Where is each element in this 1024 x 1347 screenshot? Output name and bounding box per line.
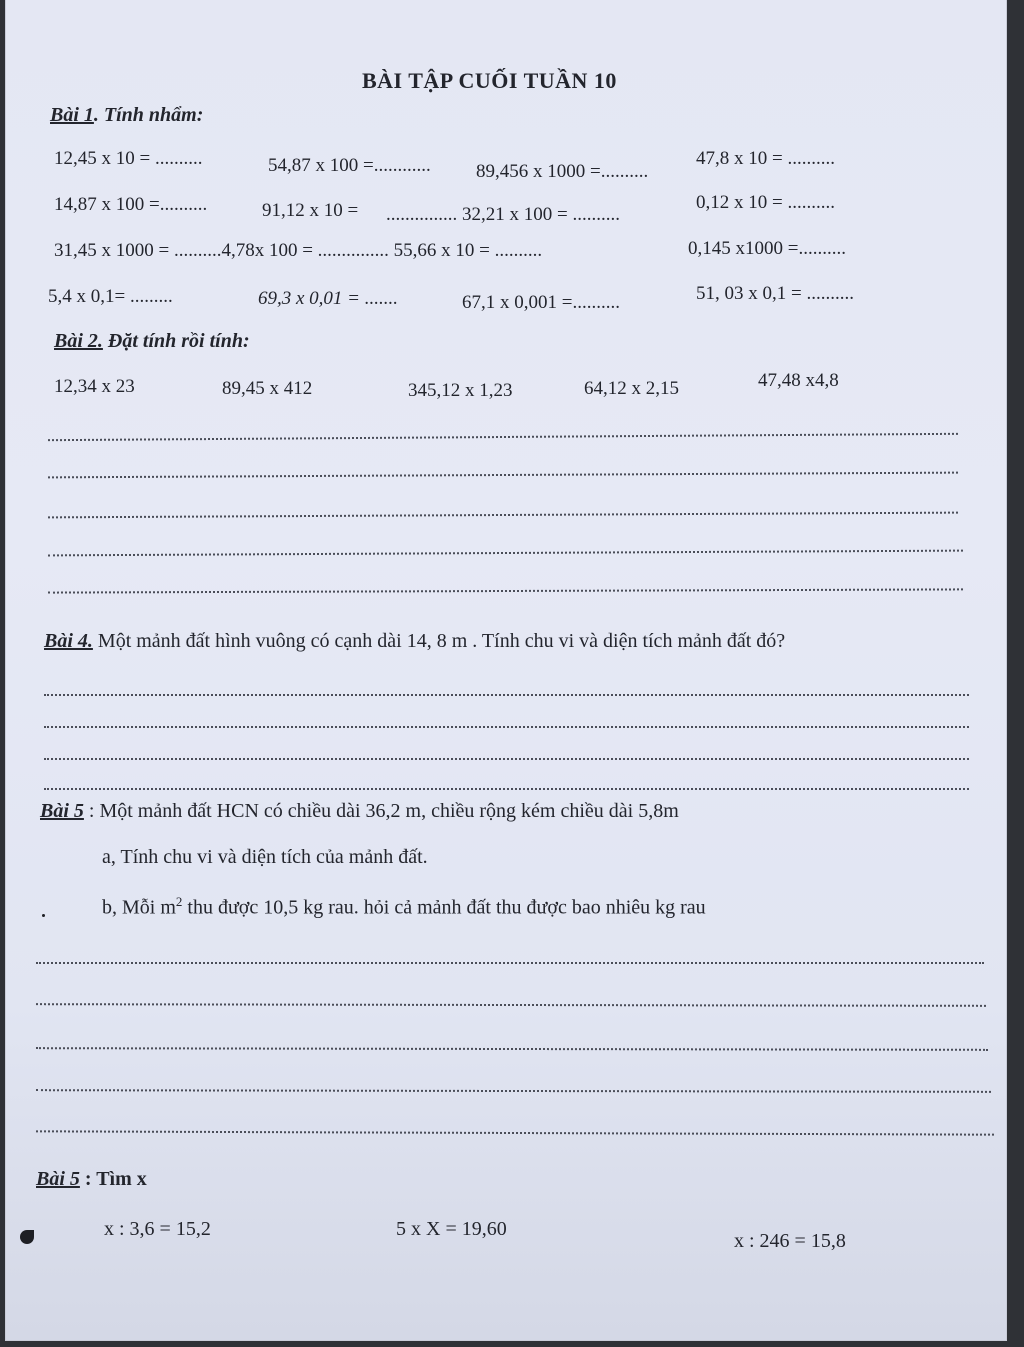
mental-calc-item: 89,456 x 1000 =.......... bbox=[476, 161, 649, 182]
mental-calc-item: 0,145 x1000 =.......... bbox=[688, 238, 846, 259]
find-x-number: Bài 5 bbox=[36, 1168, 80, 1190]
exercise-2-number: Bài 2. bbox=[54, 330, 103, 352]
exercise-4-number: Bài 4. bbox=[44, 630, 93, 652]
mental-calc-item: 67,1 x 0,001 =.......... bbox=[462, 292, 620, 313]
column-multiplication-item: 47,48 x4,8 bbox=[758, 370, 839, 391]
answer-line bbox=[36, 1047, 988, 1051]
find-x-heading bbox=[36, 1168, 147, 1191]
answer-line bbox=[36, 1003, 986, 1007]
find-x-equation: 5 x X = 19,60 bbox=[396, 1218, 507, 1240]
exercise-1-label: . Tính nhẩm: bbox=[93, 104, 204, 126]
mental-calc-item: 51, 03 x 0,1 = .......... bbox=[696, 283, 854, 304]
find-x-equation: x : 3,6 = 15,2 bbox=[104, 1218, 211, 1240]
mental-calc-item: 91,12 x 10 = bbox=[262, 200, 359, 221]
square-exponent: 2 bbox=[175, 894, 183, 909]
mental-calc-item: 5,4 x 0,1= ......... bbox=[48, 286, 173, 307]
answer-line bbox=[44, 788, 969, 790]
mental-calc-item: 31,45 x 1000 = ..........4,78x 100 = ............... 55,66 x 10 = .......... bbox=[54, 240, 543, 261]
answer-line bbox=[48, 472, 958, 479]
exercise-5-part-b bbox=[102, 894, 706, 920]
find-x-equation: x : 246 = 15,8 bbox=[734, 1230, 846, 1252]
answer-line bbox=[36, 1130, 994, 1135]
column-multiplication-item: 89,45 x 412 bbox=[222, 378, 313, 399]
exercise-5-text: : Một mảnh đất HCN có chiều dài 36,2 m, chiều rộng kém chiều dài 5,8m bbox=[83, 800, 679, 822]
mental-calc-item: 54,87 x 100 =............ bbox=[268, 155, 431, 176]
worksheet-page bbox=[6, 0, 1006, 1340]
answer-line bbox=[48, 550, 963, 557]
answer-line bbox=[48, 588, 963, 593]
column-multiplication-item: 345,12 x 1,23 bbox=[408, 380, 513, 401]
exercise-5-question bbox=[40, 800, 679, 823]
part-b-prefix: b, Mỗi m bbox=[102, 896, 176, 919]
mental-calc-item: 12,45 x 10 = .......... bbox=[54, 148, 203, 169]
answer-line bbox=[36, 962, 984, 964]
exercise-2-heading bbox=[54, 330, 250, 353]
column-multiplication-item: 64,12 x 2,15 bbox=[584, 378, 679, 399]
column-multiplication-item: 12,34 x 23 bbox=[54, 376, 135, 397]
mental-calc-item: ............... 32,21 x 100 = .......... bbox=[386, 204, 620, 225]
exercise-2-label: Đặt tính rồi tính: bbox=[102, 330, 250, 352]
part-b-suffix: thu được 10,5 kg rau. hỏi cả mảnh đất thu được bao nhiêu kg rau bbox=[182, 896, 706, 919]
mental-calc-item: 47,8 x 10 = .......... bbox=[696, 148, 835, 169]
answer-line bbox=[48, 433, 958, 441]
find-x-label: : Tìm x bbox=[79, 1168, 147, 1190]
answer-line bbox=[36, 1089, 991, 1093]
exercise-1-number: Bài 1 bbox=[50, 104, 94, 126]
answer-line bbox=[44, 758, 969, 760]
exercise-5-part-a: a, Tính chu vi và diện tích của mảnh đất. bbox=[102, 846, 428, 868]
answer-line bbox=[44, 726, 969, 728]
exercise-4-text: Một mảnh đất hình vuông có cạnh dài 14, 8 m . Tính chu vi và diện tích mảnh đất đó? bbox=[92, 630, 786, 652]
mental-calc-item: 0,12 x 10 = .......... bbox=[696, 192, 835, 213]
exercise-1-heading bbox=[50, 104, 203, 127]
exercise-5-number: Bài 5 bbox=[40, 800, 84, 822]
answer-line bbox=[48, 512, 958, 519]
mental-calc-item: 14,87 x 100 =.......... bbox=[54, 194, 208, 215]
page-title: BÀI TẬP CUỐI TUẦN 10 bbox=[362, 68, 617, 93]
answer-line bbox=[44, 694, 969, 696]
mental-calc-item: 69,3 x 0,01 = ....... bbox=[258, 288, 399, 309]
exercise-4-question bbox=[44, 630, 785, 653]
ink-dot bbox=[42, 914, 45, 917]
ink-mark bbox=[20, 1230, 34, 1244]
